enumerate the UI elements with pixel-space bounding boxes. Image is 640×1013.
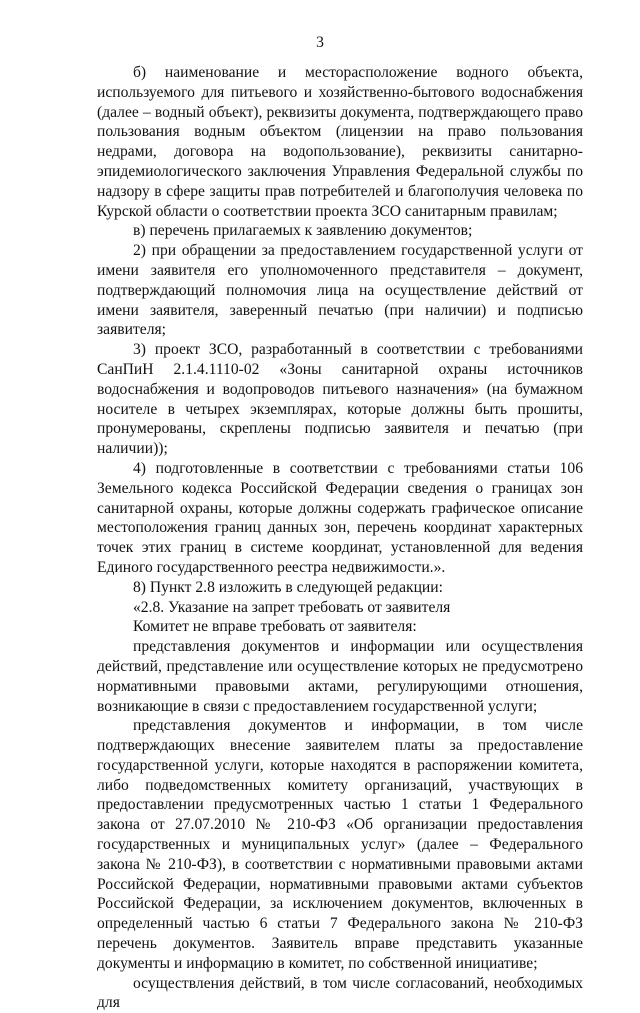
page-number: 3 — [316, 34, 324, 51]
document-body — [97, 63, 583, 1013]
paragraph-4-zone-boundaries: 4) подготовленные в соответствии с требованиями статьи 106 Земельного кодекса Российской Федерации сведения о границах зон санитарной охраны, которые должны содержать графическое описание местоположения границ данных зон, перечень координат характерных точек этих границ в системе координат, установленной для ведения Единого государственного реестра недвижимости.». — [97, 459, 583, 576]
paragraph-8-amendment: 8) Пункт 2.8 изложить в следующей редакции: — [133, 578, 443, 596]
paragraph-2-representative: 2) при обращении за предоставлением государственной услуги от имени заявителя его уполномоченного представителя – документ, подтверждающий полномочия лица на осуществление действий от имени заявителя, заверенный печатью (при наличии) и подписью заявителя; — [97, 242, 583, 339]
paragraph-committee-not-entitled: Комитет не вправе требовать от заявителя: — [133, 618, 417, 636]
paragraph-documents-in-possession: представления документов и информации, в том числе подтверждающих внесение заявителем платы за предоставление государственной услуги, которые находятся в распоряжении комитета, либо подведомственных комитету организаций, участвующих в предоставлении предусмотренных частью 1 статьи 1 Федерального закона от 27.07.2010 № 210-ФЗ «Об организации предоставления государственных и муниципальных услуг» (далее – Федерального закона № 210-ФЗ), в соответствии с нормативными правовыми актами Российской Федерации, нормативными правовыми актами субъектов Российской Федерации, за исключением документов, включенных в определенный частью 6 статьи 7 Федерального закона № 210-ФЗ перечень документов. Заявитель вправе представить указанные документы и информацию в комитет, по собственной инициативе; — [97, 717, 583, 972]
section-heading-2-8: «2.8. Указание на запрет требовать от заявителя — [133, 598, 451, 616]
paragraph-b-water-object: б) наименование и месторасположение водного объекта, используемого для питьевого и хозяйственно-бытового водоснабжения (далее – водный объект), реквизиты документа, подтверждающего право пользования водным объектом (лицензии на право пользования недрами, договора на водопользование), реквизиты санитарно-эпидемиологического заключения Управления Федеральной службы по надзору в сфере защиты прав потребителей и благополучия человека по Курской области о соответствии проекта ЗСО санитарным правилам; — [97, 64, 583, 220]
paragraph-documents-not-required: представления документов и информации или осуществления действий, представление или осуществление которых не предусмотрено нормативными правовыми актами, регулирующими отношения, возникающие в связи с предоставлением государственной услуги; — [97, 638, 583, 715]
paragraph-3-zso-project: 3) проект ЗСО, разработанный в соответствии с требованиями СанПиН 2.1.4.1110-02 «Зоны санитарной охраны источников водоснабжения и водопроводов питьевого назначения» (на бумажном носителе в четырех экземплярах, которые должны быть прошиты, пронумерованы, скреплены подписью заявителя и печатью (при наличии)); — [97, 341, 583, 458]
paragraph-actions-approvals: осуществления действий, в том числе согласований, необходимых для — [97, 974, 583, 1012]
paragraph-v-attached-documents: в) перечень прилагаемых к заявлению документов; — [133, 222, 473, 240]
